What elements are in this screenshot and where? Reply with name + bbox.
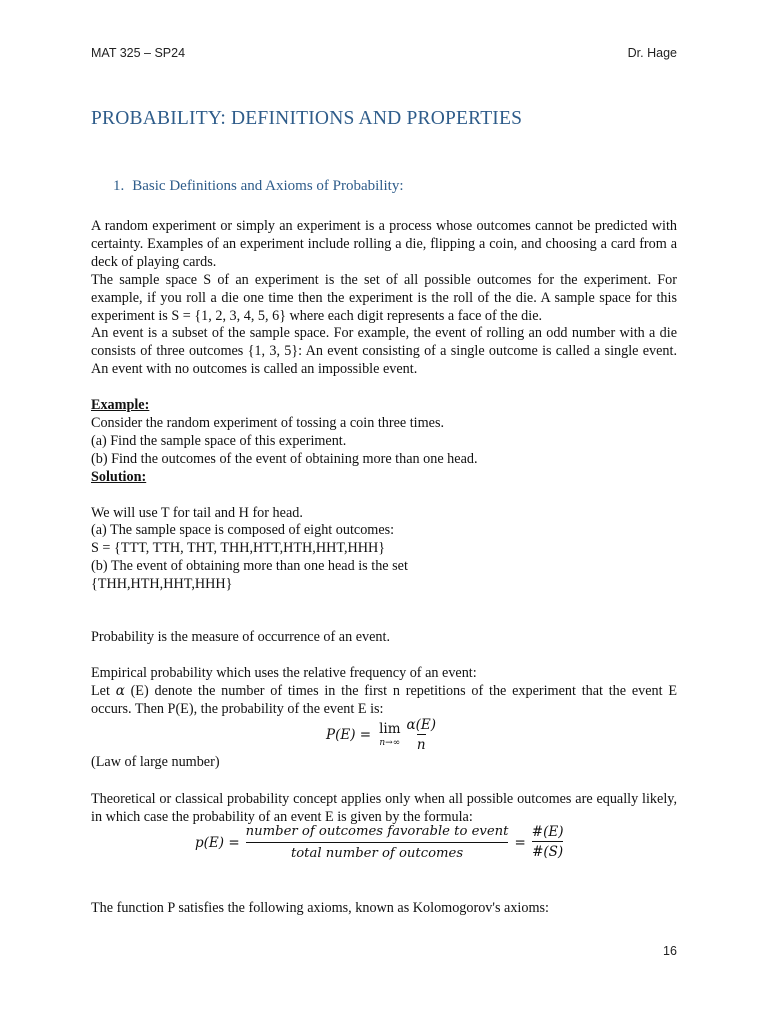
limit-operator bbox=[379, 723, 400, 748]
lim-word: lim bbox=[379, 721, 401, 738]
solution-line: (a) The sample space is composed of eight outcomes: bbox=[91, 522, 395, 539]
page-number: 16 bbox=[663, 944, 677, 958]
law-of-large-number: (Law of large number) bbox=[91, 754, 220, 770]
eq2-count-denominator: #(S) bbox=[532, 841, 563, 861]
eq2-count-fraction bbox=[532, 824, 564, 861]
header-course: MAT 325 – SP24 bbox=[91, 46, 186, 60]
paragraph-event: An event is a subset of the sample space. For example, the event of rolling an odd number with a die consists of three outcomes {1, 3, 5}: An event consisting of a single outcome is called a single event. An event with no outcomes is called an impossible event. bbox=[91, 325, 677, 378]
section-heading bbox=[113, 178, 403, 195]
eq2-count-numerator: #(E) bbox=[531, 824, 564, 841]
solution-line: S = {TTT, TTH, THT, THH,HTT,HTH,HHT,HHH} bbox=[91, 540, 386, 557]
eq1-lhs: P(E) = bbox=[326, 727, 372, 744]
theoretical-probability-text: Theoretical or classical probability concept applies only when all possible outcomes are equally likely, in which case the probability of an event E is given by the formula: bbox=[91, 791, 677, 825]
empirical-let bbox=[91, 683, 677, 719]
solution-label: Solution: bbox=[91, 468, 147, 485]
eq2-lhs: p(E) = bbox=[195, 834, 240, 851]
example-block bbox=[91, 397, 677, 594]
classical-probability-formula bbox=[195, 823, 563, 862]
example-label: Example: bbox=[91, 397, 150, 413]
eq2-numerator: number of outcomes favorable to event bbox=[245, 824, 509, 839]
solution-line: {THH,HTH,HHT,HHH} bbox=[91, 576, 233, 593]
empirical-intro: Empirical probability which uses the relative frequency of an event: bbox=[91, 665, 477, 681]
paragraph-experiment: A random experiment or simply an experiment is a process whose outcomes cannot be predicted with certainty. Examples of an experiment include rolling a die, flipping a coin, and choosing a card from a deck of playing cards. bbox=[91, 218, 677, 270]
eq2-equals: = bbox=[514, 834, 526, 851]
spacer bbox=[91, 487, 677, 505]
let-prefix: Let bbox=[91, 683, 116, 699]
axioms-intro: The function P satisfies the following axioms, known as Kolomogorov's axioms: bbox=[91, 900, 549, 916]
eq2-fraction bbox=[246, 823, 509, 862]
eq1-denominator: n bbox=[417, 734, 426, 754]
example-line: Consider the random experiment of tossing a coin three times. bbox=[91, 414, 445, 431]
probability-definition: Probability is the measure of occurrence of an event. bbox=[91, 629, 391, 645]
example-line: (b) Find the outcomes of the event of obtaining more than one head. bbox=[91, 450, 478, 467]
page-title: PROBABILITY: DEFINITIONS AND PROPERTIES bbox=[91, 108, 523, 129]
eq1-numerator: α(E) bbox=[406, 717, 437, 733]
solution-line: We will use T for tail and H for head. bbox=[91, 504, 303, 521]
lim-subscript: n→∞ bbox=[379, 737, 401, 748]
section-number: 1. bbox=[113, 178, 125, 194]
section-title: Basic Definitions and Axioms of Probability: bbox=[132, 178, 404, 194]
empirical-probability-formula bbox=[326, 717, 436, 754]
paragraph-sample-space: The sample space S of an experiment is the set of all possible outcomes for the experiment. For example, if you roll a die one time then the experiment is the roll of the die. A sample space for this experiment is S = {1, 2, 3, 4, 5, 6} where each digit represents a face of the die. bbox=[91, 271, 677, 324]
example-line: (a) Find the sample space of this experiment. bbox=[91, 432, 347, 449]
header-author: Dr. Hage bbox=[627, 46, 677, 60]
definitions-block bbox=[91, 218, 677, 379]
alpha-symbol: α bbox=[115, 683, 125, 699]
solution-line: (b) The event of obtaining more than one head is the set bbox=[91, 558, 408, 575]
eq1-fraction bbox=[407, 717, 437, 754]
let-text: (E) denote the number of times in the first n repetitions of the experiment that the event E occurs. Then P(E), the probability of the event E is: bbox=[91, 683, 678, 717]
eq2-denominator: total number of outcomes bbox=[246, 842, 509, 862]
